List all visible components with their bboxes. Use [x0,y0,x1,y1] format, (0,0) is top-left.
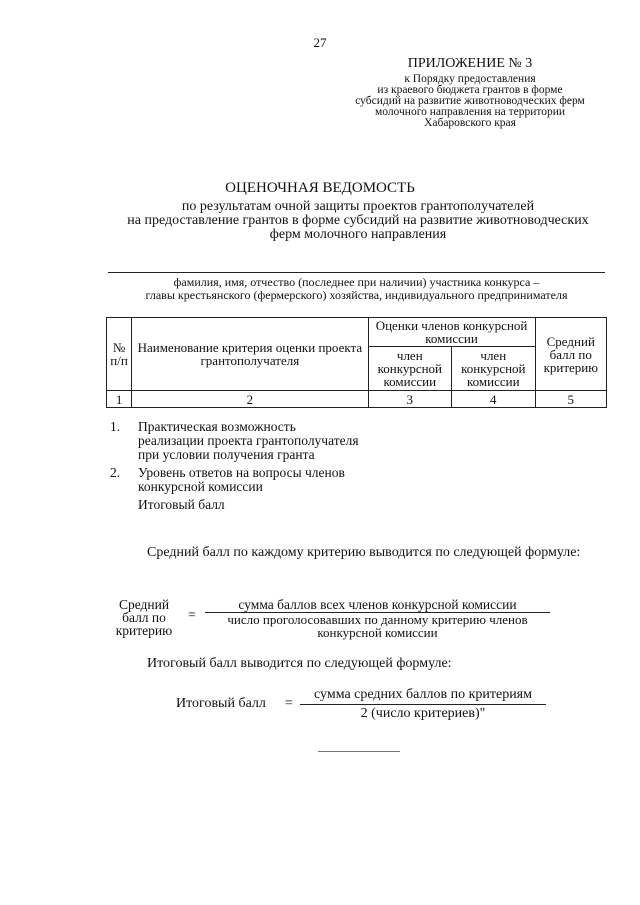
formula2-fraction-bar [300,704,546,705]
criteria-list [110,420,360,516]
header-member-1: член конкурсной комиссии [368,347,452,391]
appendix-line: Хабаровского края [424,117,516,129]
total-label: Итоговый балл [138,497,225,512]
formula-intro: Средний балл по каждому критерию выводится по следующей формуле: [147,545,581,560]
index-cell: 1 [107,391,132,408]
index-cell: 3 [368,391,452,408]
criterion-row [110,466,360,494]
name-field-line[interactable] [108,272,605,273]
header-criterion: Наименование критерия оценки проекта грантополучателя [132,318,368,391]
index-cell: 5 [535,391,606,408]
appendix-line: из краевого бюджета грантов в форме [377,84,563,96]
subtitle-line: по результатам очной защиты проектов грантополучателей [181,199,535,214]
criterion-number: 1. [110,419,121,434]
formula1-label: Средний балл по критерию [115,597,173,638]
page-number: 27 [313,35,327,50]
header-num: № п/п [107,318,132,391]
formula2-equals: = [285,696,293,711]
appendix-line: к Порядку предоставления [404,73,536,85]
total-row [110,498,360,512]
appendix-heading: ПРИЛОЖЕНИЕ № 3 [407,56,533,71]
formula2-label: Итоговый балл [176,696,266,711]
appendix-line: молочного направления на территории [374,106,566,118]
document-subtitle [90,200,626,242]
formula1-numerator: сумма баллов всех членов конкурсной комиссии [238,597,517,612]
criterion-text: Практическая возможность реализации проекта грантополучателя при условии получения гранта [138,419,359,462]
formula2-denominator: 2 (число критериев)" [360,706,486,721]
name-field-caption [108,276,605,302]
criterion-text: Уровень ответов на вопросы членов конкурсной комиссии [138,465,345,494]
criterion-row [110,420,360,462]
criterion-number: 2. [110,465,121,480]
document-title: ОЦЕНОЧНАЯ ВЕДОМОСТЬ [225,180,415,196]
appendix-line: субсидий на развитие животноводческих ферм [355,95,585,107]
index-cell: 2 [132,391,368,408]
formula2-numerator: сумма средних баллов по критериям [314,687,532,702]
caption-line: главы крестьянского (фермерского) хозяйства, индивидуального предпринимателя [145,288,568,302]
formula1-equals: = [188,608,196,623]
end-divider [318,751,400,752]
formula2-intro: Итоговый балл выводится по следующей формуле: [147,656,452,671]
criterion-number [110,498,138,512]
subtitle-line: ферм молочного направления [269,227,447,242]
subtitle-line: на предоставление грантов в форме субсидий на развитие животноводческих [127,213,589,228]
header-scores: Оценки членов конкурсной комиссии [368,318,535,347]
evaluation-table [106,317,607,408]
formula1-denominator: число проголосовавших по данному критерию членов конкурсной комиссии [227,612,528,640]
caption-line: фамилия, имя, отчество (последнее при наличии) участника конкурса – [173,275,540,289]
header-average: Средний балл по критерию [535,318,606,391]
header-member-2: член конкурсной комиссии [452,347,536,391]
appendix-block [340,56,600,129]
index-cell: 4 [452,391,536,408]
